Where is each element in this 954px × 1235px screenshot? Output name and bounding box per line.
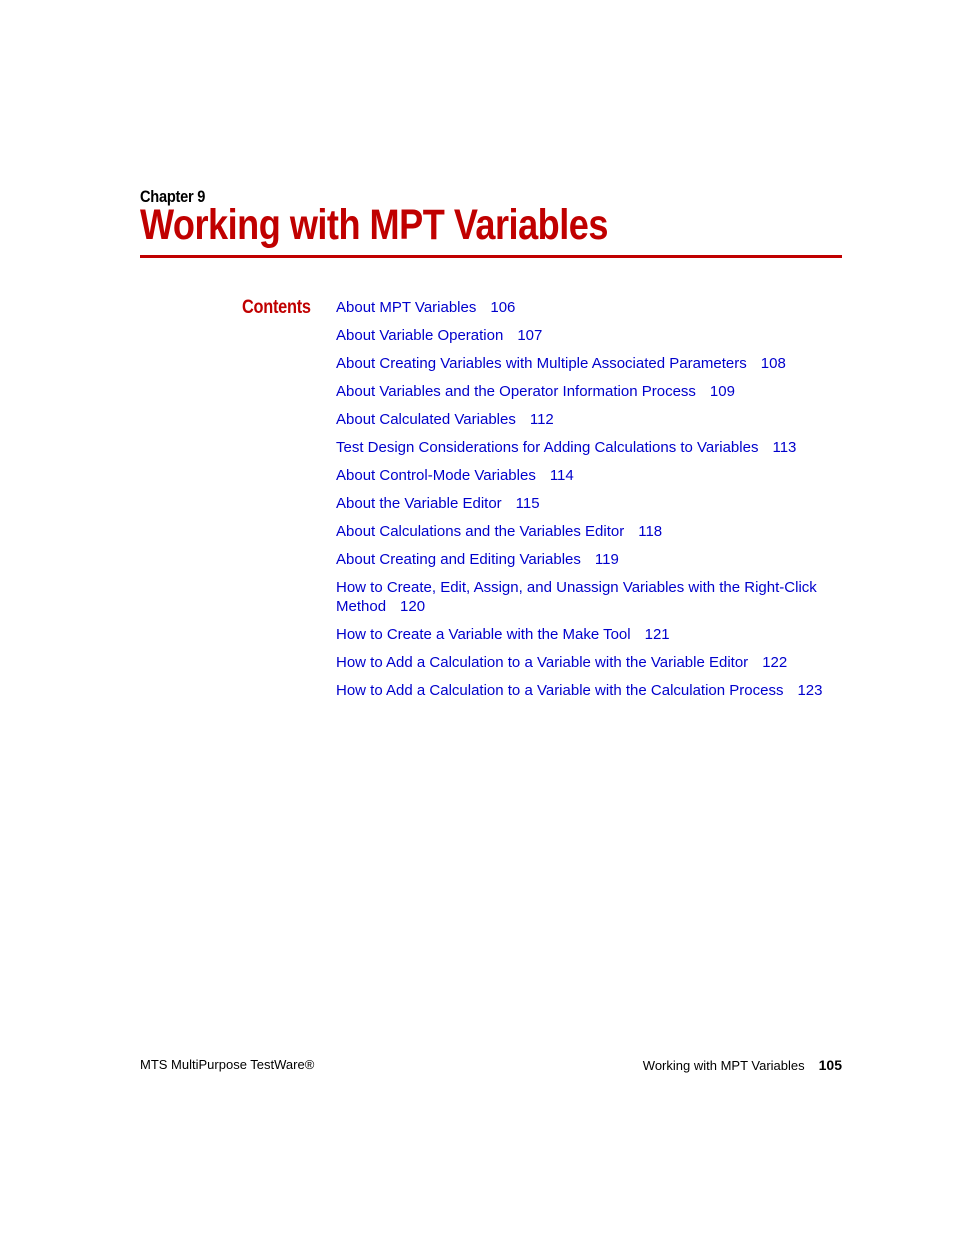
toc-entry-text: About Calculations and the Variables Editor [336,523,625,540]
toc-entry-text: About Variables and the Operator Information Process [336,383,696,400]
chapter-label: Chapter 9 [140,187,206,206]
toc-entry-text: About Calculated Variables [336,411,516,428]
toc-link-calculation-process[interactable] [336,681,842,700]
footer-section-title: Working with MPT Variables [642,1058,805,1073]
toc-link-operator-information-process[interactable] [336,382,842,401]
toc-link-right-click-method[interactable] [336,578,842,616]
toc-entry-text: About Variable Operation [336,327,504,344]
toc-entry-page: 115 [515,495,540,512]
toc-entry-text: About the Variable Editor [336,495,502,512]
toc-link-variable-editor[interactable] [336,494,842,513]
toc-link-calculations-variables-editor[interactable] [336,522,842,541]
footer-product-name: MTS MultiPurpose TestWare® [140,1057,315,1072]
toc-entry-page: 112 [529,411,554,428]
toc-entry-page: 118 [638,523,663,540]
toc-entry-page: 108 [760,355,786,372]
toc-link-control-mode-variables[interactable] [336,466,842,485]
toc-entry-page: 120 [400,598,426,615]
toc-entry-text: How to Create, Edit, Assign, and Unassign Variables with the Right-Click Method [336,579,817,615]
toc-entry-text: How to Add a Calculation to a Variable with the Variable Editor [336,654,749,671]
page-title: Working with MPT Variables [140,201,608,249]
toc-entry-text: How to Create a Variable with the Make Tool [336,626,631,643]
toc-entry-text: About Control-Mode Variables [336,467,536,484]
contents-heading: Contents [242,297,311,318]
toc-entry-page: 121 [644,626,670,643]
toc-link-calculation-variable-editor[interactable] [336,653,842,672]
toc-link-calculated-variables[interactable] [336,410,842,429]
toc-link-multiple-associated-parameters[interactable] [336,354,842,373]
toc-entry-page: 109 [709,383,735,400]
toc-entry-text: About MPT Variables [336,299,477,316]
toc-entry-page: 122 [762,654,788,671]
footer-page-number: 105 [818,1057,842,1073]
toc-entry-text: How to Add a Calculation to a Variable with the Calculation Process [336,682,784,699]
toc-entry-text: Test Design Considerations for Adding Calculations to Variables [336,439,759,456]
toc-entry-page: 107 [517,327,543,344]
toc-link-test-design-considerations[interactable] [336,438,842,457]
toc-entry-page: 114 [549,467,574,484]
toc-entry-text: About Creating and Editing Variables [336,551,581,568]
toc-link-about-mpt-variables[interactable] [336,298,842,317]
toc-entry-page: 106 [490,299,516,316]
toc-link-make-tool[interactable] [336,625,842,644]
toc-link-about-variable-operation[interactable] [336,326,842,345]
toc-entry-page: 113 [772,439,797,456]
toc-entry-text: About Creating Variables with Multiple Associated Parameters [336,355,747,372]
footer-section [643,1057,842,1073]
toc-entry-page: 119 [594,551,619,568]
toc-link-creating-editing-variables[interactable] [336,550,842,569]
title-divider [140,255,842,258]
table-of-contents [336,298,842,709]
toc-entry-page: 123 [797,682,823,699]
